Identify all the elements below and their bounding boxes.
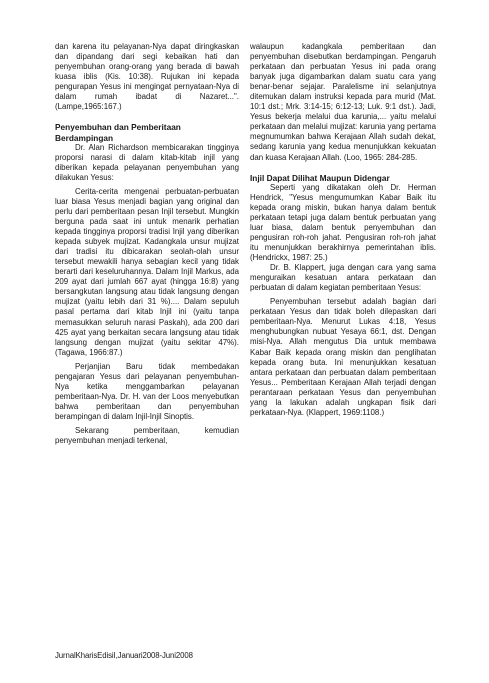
paragraph-klappert-quote: Penyembuhan tersebut adalah bagian dari perkataan Yesus dan tidak boleh dilepaskan dari pemberitaan-Nya. Menurut Lukas 4:18, Yesus menghubungkan nubuat Yesaya 66:1, dst. Dengan misi-Nya. Allah mengutus Dia untuk membawa Kabar Baik kepada orang miskin dan penglihatan kepada orang buta. Ini menunjukkan kesatuan antara perkataan dan perbuatan dalam pemberitaan Yesus... Pemberitaan Kerajaan Allah terjadi dengan perantaraan perkataan Yesus dan penyembuhan yang la lakukan adalah ungkapan fisik dari perkataan-Nya. (Klappert, 1969:1108.) xyxy=(250,297,436,417)
section-heading-injil: Injil Dapat Dilihat Maupun Didengar xyxy=(250,172,390,183)
paragraph-sekarang: Sekarang pemberitaan, kemudian penyembuhan menjadi terkenal, xyxy=(55,426,239,446)
heading-line-2: Berdampingan xyxy=(55,132,114,143)
paragraph-klappert-intro: Dr. B. Klappert, juga dengan cara yang sama menguraikan kesatuan antara perkataan dan perbuatan di dalam kegiatan pemberitaan Yesus: xyxy=(250,263,436,293)
paragraph-hendrick: Seperti yang dikatakan oleh Dr. Herman Hendrick, "Yesus mengumumkan Kabar Baik itu kepada orang miskin, bukan hanya dalam bentuk perkataan tetapi juga dalam bentuk perbuatan yang luar biasa, dalam bentuk penyembuhan dan pengusiran roh-roh jahat. Pengusiran roh-roh jahat itu menunjukkan berakhirnya pemerintahan iblis. (Hendrickx, 1987: 25.) xyxy=(250,182,436,263)
right-column xyxy=(250,42,436,418)
paragraph-richardson: Dr. Alan Richardson membicarakan tingginya proporsi narasi di dalam kitab-kitab injil yang diberikan kepada pelayanan penyembuhan yang dilakukan Yesus: xyxy=(55,142,239,182)
paragraph-tagawa-quote: Cerita-cerita mengenai perbuatan-perbuatan luar biasa Yesus menjadi bagian yang original dan perlu dari pemberitaan pesan Injil tersebut. Mungkin berguna pada saat ini untuk menarik perhatian kepada tingginya proporsi tradisi Injil yang diberikan kepada subyek mujizat. Kadangkala unsur mujizat dari tradisi itu dibicarakan seolah-olah unsur tersebut mewakili hanya sebagian kecil yang tidak berarti dari keseluruhannya. Dalam Injil Markus, ada 209 ayat dari jumlah 667 ayat (hingga 16:8) yang bersangkutan langsung atau tidak langsung dengan mujizat (yaitu lebih dari 31 %).... Dalam sepuluh pasal pertama dari kitab Injil ini (yaitu tanpa memasukkan seluruh narasi Paskah), ada 200 dari 425 ayat yang berkaitan secara langsung atau tidak langsung dengan mujizat (yaitu sekitar 47%). (Tagawa, 1966:87.) xyxy=(55,186,239,357)
section-heading-penyembuhan xyxy=(55,122,239,142)
paragraph-perjanjian-baru: Perjanjian Baru tidak membedakan pengajaran Yesus dari pelayanan penyembuhan-Nya ketika menggambarkan pelayanan pemberitaan-Nya. Dr. H. van der Loos menyebutkan bahwa pemberitaan dan penyembuhan berampingan di dalam Injil-Injil Sinoptis. xyxy=(55,361,239,421)
paragraph-lampe-quote: dan karena itu pelayanan-Nya dapat diringkaskan dan dipandang dari segi kebaikan hati dan penyembuhan orang-orang yang berada di bawah kuasa iblis (Kis. 10:38). Rujukan ini kepada pengurapan Yesus ini mengingat pernyataan-Nya di dalam rumah ibadat di Nazaret...". (Lampe,1965:167.) xyxy=(55,42,239,112)
heading-line-1: Penyembuhan dan Pemberitaan xyxy=(55,122,181,133)
left-column xyxy=(55,42,239,446)
paragraph-loo-quote: walaupun kadangkala pemberitaan dan penyembuhan disebutkan berdampingan. Pengaruh perkataan dan perbuatan Yesus ini pada orang banyak juga digambarkan dalam suatu cara yang benar-benar sejajar. Paralelisme ini selanjutnya ditemukan dalam instruksi kepada para murid (Mat. 10:1 dst.; Mrk. 3:14-15; 6:12-13; Luk. 9:1 dst.). Jadi, Yesus bekerja melalui dua karunia,... yaitu melalui perkataan dan melalui mujizat: karunia yang pertama megnumumkan bahwa Kerajaan Allah sudah dekat, sedang karunia yang kedua menunjukkan kekuatan dan kuasa Kerajaan Allah. (Loo, 1965: 284-285. xyxy=(250,42,436,162)
page-footer: JurnalKharisEdisiI,Januari2008-Juni2008 xyxy=(55,651,193,660)
